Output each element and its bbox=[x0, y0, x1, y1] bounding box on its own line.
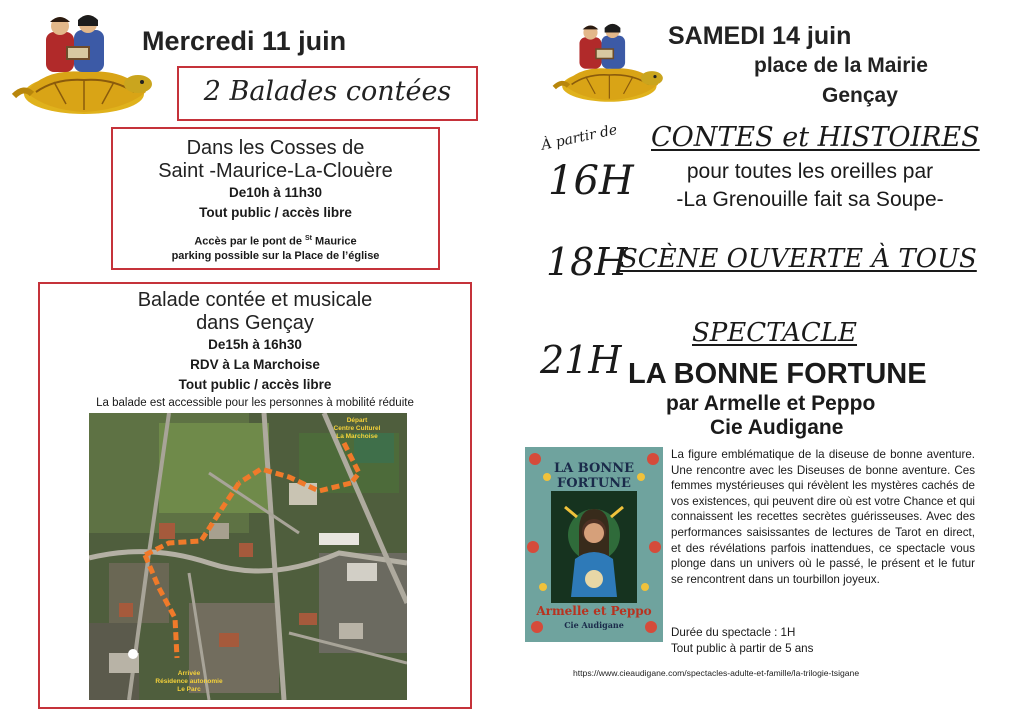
slot2-time: 18H bbox=[546, 240, 628, 284]
poster-company: Cie Audigane bbox=[564, 620, 624, 630]
show-poster bbox=[525, 447, 663, 642]
show-description: La figure emblématique de la diseuse de bonne aventure. Une rencontre avec les Diseuses de bonne aventure. Ces femmes mystérieuses qui révèlent les mystères cachés de vos existences, qui peuvent dire où est votre Chance et qui connaissent les recettes secrètes guérisseuses. Avec des performances saisissantes de lectures de Tarot en direct, et des révélations parfois inattendues, ce spectacle vous plonge dans un univers où le passé, le présent et le futur se rencontrent dans un tourbillon joyeux. bbox=[671, 448, 975, 586]
show-title: LA BONNE FORTUNE bbox=[628, 358, 927, 390]
company-website-link[interactable]: https://www.cieaudigane.com/spectacles-adulte-et-famille/la-trilogie-tsigane bbox=[573, 668, 860, 678]
balade-gencay-note: La balade est accessible pour les personnes à mobilité réduite bbox=[96, 397, 414, 409]
turtle-storytellers-illustration bbox=[6, 12, 156, 120]
slot1-line2: -La Grenouille fait sa Soupe- bbox=[676, 188, 944, 211]
balades-title: 2 Balades contées bbox=[203, 76, 452, 107]
map-aerial-image bbox=[89, 413, 407, 700]
map-arrivee-line1: Arrivée bbox=[177, 670, 201, 677]
turtle-storytellers-illustration-right bbox=[548, 16, 666, 112]
poster-title-1: LA BONNE bbox=[554, 461, 634, 476]
balade-cosses-title-2: Saint -Maurice-La-Clouère bbox=[158, 160, 393, 182]
slot3-time: 21H bbox=[540, 338, 622, 382]
right-place-line2: Gençay bbox=[822, 84, 898, 107]
balade-gencay-title-2: dans Gençay bbox=[196, 312, 314, 334]
balade-cosses-time: De10h à 11h30 bbox=[228, 185, 323, 200]
balade-route-map bbox=[89, 413, 407, 700]
access-text-b: Maurice bbox=[312, 235, 357, 248]
map-arrivee-line2: Résidence autonomie bbox=[155, 678, 223, 685]
show-by: par Armelle et Peppo bbox=[666, 392, 876, 415]
map-arrivee-line3: Le Parc bbox=[177, 686, 201, 693]
map-arrivee-label bbox=[139, 670, 239, 694]
access-text-sup: St bbox=[305, 235, 312, 242]
balade-cosses-public: Tout public / accès libre bbox=[199, 205, 352, 220]
balade-gencay-public: Tout public / accès libre bbox=[178, 377, 332, 392]
right-place-line1: place de la Mairie bbox=[754, 54, 928, 77]
map-depart-line2: Centre Culturel bbox=[333, 425, 381, 432]
poster-title-2: FORTUNE bbox=[557, 476, 631, 491]
slot1-line1: pour toutes les oreilles par bbox=[686, 160, 934, 183]
balade-cosses-box bbox=[111, 127, 440, 270]
poster-artists: Armelle et Peppo bbox=[536, 604, 652, 618]
access-text-a: Accès par le pont de bbox=[194, 235, 305, 248]
right-date-heading: SAMEDI 14 juin bbox=[668, 22, 852, 50]
balade-gencay-title-1: Balade contée et musicale bbox=[137, 289, 373, 311]
map-depart-line3: La Marchoise bbox=[336, 433, 378, 440]
map-depart-label bbox=[312, 417, 402, 441]
slot1-prefix: À partir de bbox=[540, 121, 619, 154]
slot1-time: 16H bbox=[548, 158, 634, 204]
balade-gencay-time: De15h à 16h30 bbox=[208, 337, 302, 352]
show-duration: Durée du spectacle : 1H bbox=[671, 626, 796, 639]
show-age: Tout public à partir de 5 ans bbox=[671, 642, 814, 655]
slot1-title: CONTES et HISTOIRES bbox=[651, 122, 980, 153]
balade-cosses-access-2: parking possible sur la Place de l’église bbox=[171, 250, 380, 262]
slot3-label: SPECTACLE bbox=[692, 318, 858, 348]
balades-title-box bbox=[177, 66, 478, 121]
slot2-title: SCÈNE OUVERTE À TOUS bbox=[620, 244, 977, 274]
balade-cosses-access-1 bbox=[113, 235, 438, 248]
show-company: Cie Audigane bbox=[710, 416, 844, 439]
balade-cosses-title-1: Dans les Cosses de bbox=[186, 137, 365, 159]
left-date-heading: Mercredi 11 juin bbox=[142, 26, 347, 56]
map-depart-line1: Départ bbox=[346, 417, 368, 424]
balade-gencay-rdv: RDV à La Marchoise bbox=[190, 357, 320, 372]
